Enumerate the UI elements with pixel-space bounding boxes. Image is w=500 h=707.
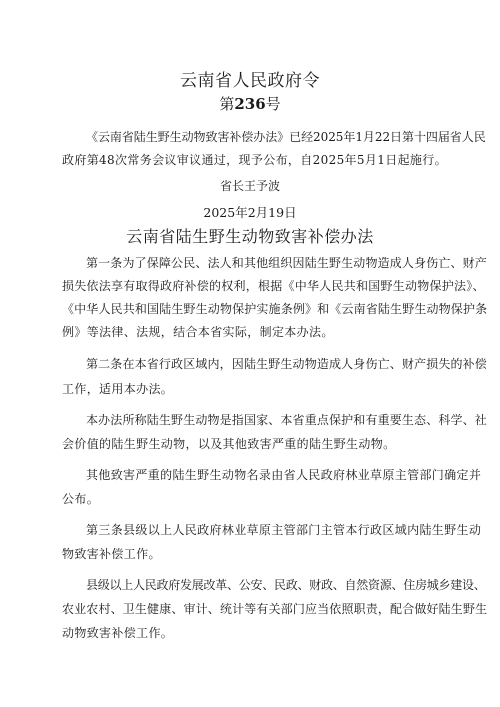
order-number-suffix: 号 (265, 95, 281, 113)
body-line: 损失依法享有取得政府补偿的权利，根据《中华人民共和国野生动物保护法》、 (62, 279, 485, 293)
date: 2025年2月19日 (203, 205, 297, 220)
order-number-value: 236 (234, 95, 266, 113)
order-title: 云南省人民政府令 (180, 71, 320, 91)
document-title: 云南省陆生野生动物致害补偿办法 (126, 227, 374, 246)
body-line: 物致害补偿工作。 (62, 547, 161, 561)
signer: 省长王予波 (219, 179, 280, 193)
preamble-line: 《云南省陆生野生动物致害补偿办法》已经2025年1月22日第十四届省人民 (86, 130, 486, 144)
body-line: 本办法所称陆生野生动物是指国家、本省重点保护和有重要生态、科学、社 (86, 413, 487, 427)
body-line: 工作，适用本办法。 (62, 382, 174, 396)
body-line: 会价值的陆生野生动物，以及其他致害严重的陆生野生动物。 (62, 437, 396, 451)
order-number-prefix: 第 (219, 95, 235, 113)
body-line: 农业农村、卫生健康、审计、统计等有关部门应当依照职责，配合做好陆生野生 (62, 602, 488, 616)
preamble-line: 政府第48次常务会议审议通过，现予公布，自2025年5月1日起施行。 (62, 153, 447, 167)
body-line: 《中华人民共和国陆生野生动物保护实施条例》和《云南省陆生野生动物保护条 (62, 302, 488, 316)
body-line: 公布。 (62, 492, 100, 506)
body-line: 第三条县级以上人民政府林业草原主管部门主管本行政区域内陆生野生动 (86, 523, 482, 537)
body-line: 例》等法律、法规，结合本省实际，制定本办法。 (62, 325, 334, 339)
body-line: 其他致害严重的陆生野生动物名录由省人民政府林业草原主管部门确定并 (86, 468, 482, 482)
body-line: 县级以上人民政府发展改革、公安、民政、财政、自然资源、住房城乡建设、 (86, 578, 486, 592)
body-line: 动物致害补偿工作。 (62, 626, 174, 640)
order-number (0, 93, 500, 114)
body-line: 第二条在本省行政区域内，因陆生野生动物造成人身伤亡、财产损失的补偿 (86, 357, 487, 371)
body-line: 第一条为了保障公民、法人和其他组织因陆生野生动物造成人身伤亡、财产 (86, 256, 487, 270)
